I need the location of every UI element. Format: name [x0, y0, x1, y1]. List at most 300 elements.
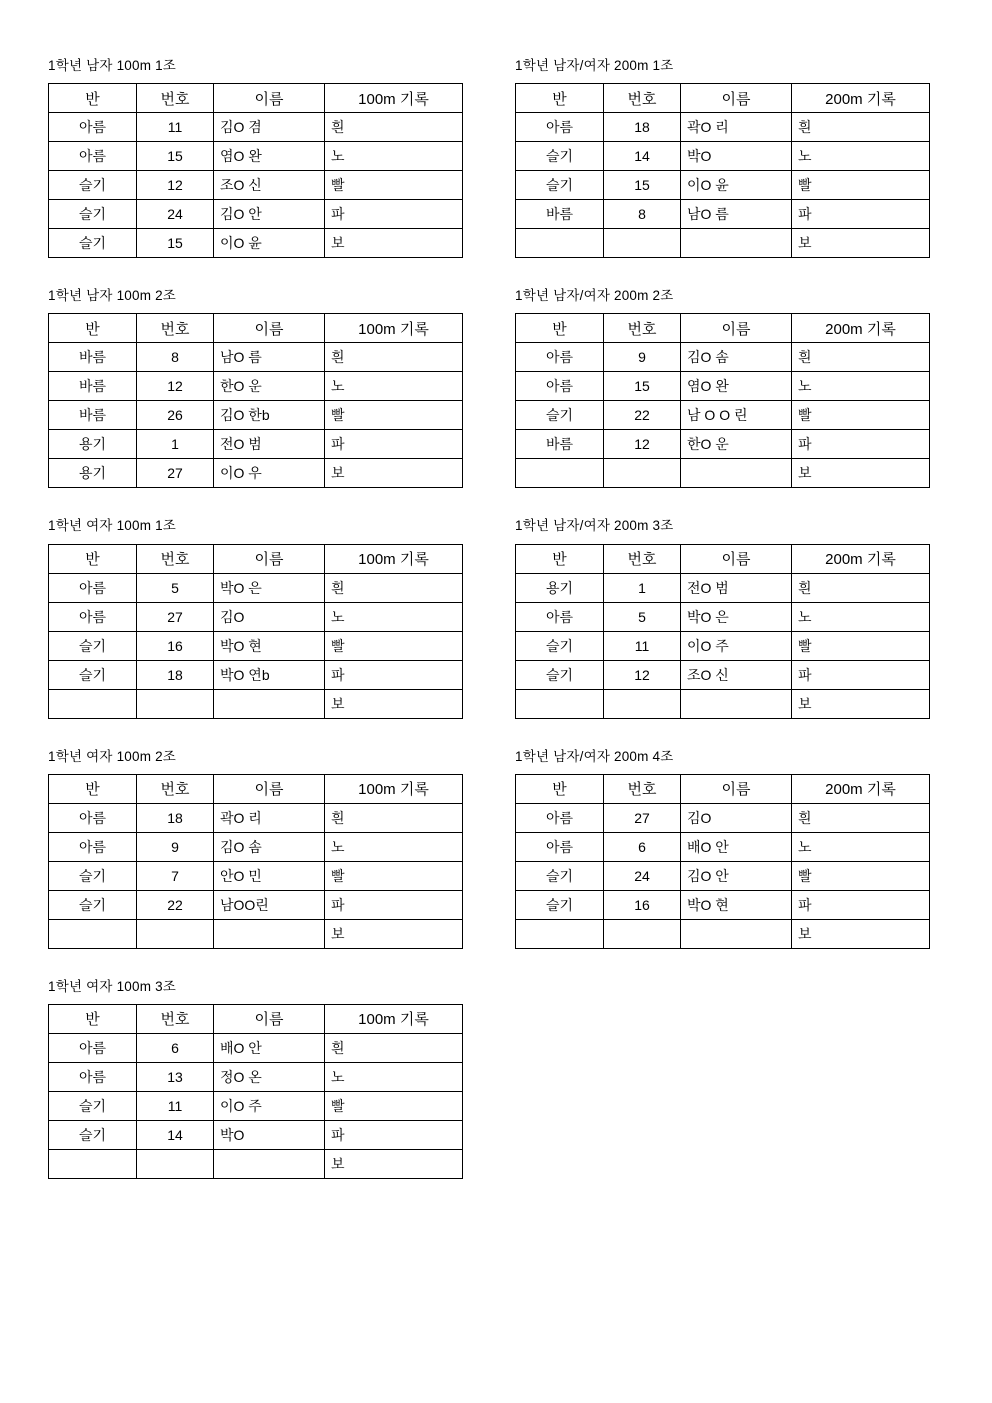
- table-header-row: [516, 774, 930, 803]
- table-row: [516, 171, 930, 200]
- table-cell: [516, 689, 604, 718]
- table-cell: 안O 민: [214, 861, 325, 890]
- table-cell: [137, 1149, 214, 1178]
- table-row: [516, 832, 930, 861]
- table-cell: 슬기: [49, 200, 137, 229]
- table-cell: 흰: [325, 803, 463, 832]
- table-cell: 흰: [792, 343, 930, 372]
- table-cell: [49, 1149, 137, 1178]
- table-cell: 바름: [516, 200, 604, 229]
- table-row: [516, 631, 930, 660]
- table-cell: 보: [792, 229, 930, 258]
- heat-title: 1학년 남자 100m 1조: [48, 58, 177, 73]
- table-cell: 12: [604, 660, 681, 689]
- table-cell: 슬기: [49, 229, 137, 258]
- table-cell: [214, 919, 325, 948]
- column-header: 반: [516, 544, 604, 573]
- table-cell: 바름: [49, 401, 137, 430]
- table-cell: 14: [137, 1120, 214, 1149]
- table-row: [49, 1091, 463, 1120]
- table-cell: 11: [137, 113, 214, 142]
- table-cell: 27: [137, 602, 214, 631]
- table-cell: 아름: [516, 113, 604, 142]
- table-cell: 빨: [325, 401, 463, 430]
- column-header: 번호: [137, 1004, 214, 1033]
- table-cell: 18: [137, 803, 214, 832]
- table-cell: 슬기: [516, 861, 604, 890]
- table-cell: [137, 919, 214, 948]
- table-cell: 김O 안: [214, 200, 325, 229]
- column-header: 이름: [214, 1004, 325, 1033]
- column-header: 번호: [604, 774, 681, 803]
- table-row: [49, 803, 463, 832]
- table-cell: 아름: [49, 142, 137, 171]
- table-cell: 김O 솜: [681, 343, 792, 372]
- table-row: [49, 660, 463, 689]
- table-cell: 파: [792, 430, 930, 459]
- table-cell: 15: [604, 171, 681, 200]
- table-cell: 흰: [325, 343, 463, 372]
- heat-block: [515, 518, 944, 718]
- heat-title: 1학년 남자/여자 200m 1조: [515, 58, 674, 73]
- table-cell: 바름: [516, 430, 604, 459]
- table-row: [516, 890, 930, 919]
- heat-table: [48, 1004, 463, 1179]
- table-cell: 슬기: [516, 631, 604, 660]
- table-cell: 박O 은: [681, 602, 792, 631]
- table-cell: 배O 안: [681, 832, 792, 861]
- table-row: [516, 573, 930, 602]
- column-header: 반: [49, 774, 137, 803]
- table-cell: 박O 연b: [214, 660, 325, 689]
- table-row: [516, 803, 930, 832]
- table-cell: 파: [325, 430, 463, 459]
- table-cell: 염O 완: [214, 142, 325, 171]
- table-cell: 김O 겸: [214, 113, 325, 142]
- table-cell: 빨: [325, 631, 463, 660]
- table-cell: 아름: [49, 113, 137, 142]
- table-row: [516, 602, 930, 631]
- table-cell: 빨: [325, 171, 463, 200]
- heat-title: 1학년 남자/여자 200m 3조: [515, 518, 674, 534]
- table-row: [516, 401, 930, 430]
- table-cell: 박O 현: [214, 631, 325, 660]
- table-row: [49, 573, 463, 602]
- table-row: [49, 171, 463, 200]
- table-cell: 김O: [681, 803, 792, 832]
- table-cell: 박O 은: [214, 573, 325, 602]
- table-row: [516, 919, 930, 948]
- table-cell: [681, 689, 792, 718]
- heat-title: 1학년 남자/여자 200m 2조: [515, 288, 674, 304]
- table-cell: 염O 완: [681, 372, 792, 401]
- table-cell: 아름: [516, 372, 604, 401]
- table-cell: 남O 름: [681, 200, 792, 229]
- table-cell: 6: [604, 832, 681, 861]
- column-header: 200m 기록: [792, 314, 930, 343]
- table-row: [49, 919, 463, 948]
- column-header: 이름: [214, 544, 325, 573]
- table-cell: 아름: [49, 1033, 137, 1062]
- table-cell: 남 O O 린: [681, 401, 792, 430]
- column-header: 반: [516, 84, 604, 113]
- heat-block: [515, 288, 944, 488]
- table-cell: 슬기: [516, 401, 604, 430]
- table-cell: 보: [325, 459, 463, 488]
- column-header: 이름: [681, 314, 792, 343]
- table-cell: 16: [604, 890, 681, 919]
- table-cell: 12: [137, 171, 214, 200]
- table-cell: 아름: [49, 803, 137, 832]
- table-cell: [137, 689, 214, 718]
- table-cell: 파: [792, 660, 930, 689]
- table-cell: 6: [137, 1033, 214, 1062]
- table-cell: 11: [604, 631, 681, 660]
- table-cell: 5: [137, 573, 214, 602]
- table-cell: 보: [792, 459, 930, 488]
- table-cell: [604, 919, 681, 948]
- table-cell: 노: [792, 372, 930, 401]
- column-header: 100m 기록: [325, 774, 463, 803]
- table-cell: 슬기: [49, 631, 137, 660]
- table-row: [49, 200, 463, 229]
- table-row: [49, 602, 463, 631]
- table-cell: 흰: [325, 113, 463, 142]
- table-cell: 노: [325, 1062, 463, 1091]
- table-cell: 9: [137, 832, 214, 861]
- table-header-row: [516, 84, 930, 113]
- table-cell: 전O 범: [214, 430, 325, 459]
- heat-block: [48, 58, 477, 258]
- table-cell: 슬기: [49, 171, 137, 200]
- table-cell: 노: [325, 602, 463, 631]
- table-cell: 한O 운: [681, 430, 792, 459]
- column-header: 번호: [604, 544, 681, 573]
- table-cell: 빨: [792, 171, 930, 200]
- table-header-row: [49, 774, 463, 803]
- table-cell: [604, 229, 681, 258]
- column-header: 반: [49, 1004, 137, 1033]
- table-cell: 15: [604, 372, 681, 401]
- table-header-row: [49, 314, 463, 343]
- table-cell: 5: [604, 602, 681, 631]
- table-cell: 16: [137, 631, 214, 660]
- table-cell: 파: [792, 200, 930, 229]
- column-header: 이름: [214, 774, 325, 803]
- table-cell: 김O 한b: [214, 401, 325, 430]
- table-cell: 슬기: [49, 660, 137, 689]
- table-row: [49, 1062, 463, 1091]
- table-row: [49, 372, 463, 401]
- table-cell: 아름: [516, 803, 604, 832]
- table-cell: [604, 689, 681, 718]
- heat-title: 1학년 여자 100m 3조: [48, 978, 177, 994]
- table-cell: 박O: [681, 142, 792, 171]
- table-cell: 이O 윤: [214, 229, 325, 258]
- column-header: 반: [49, 544, 137, 573]
- table-cell: 노: [792, 602, 930, 631]
- table-cell: 용기: [49, 459, 137, 488]
- table-cell: 용기: [516, 573, 604, 602]
- heat-table: [48, 313, 463, 488]
- table-cell: 27: [137, 459, 214, 488]
- table-row: [49, 229, 463, 258]
- table-cell: 보: [325, 1149, 463, 1178]
- heat-block: [48, 749, 477, 949]
- table-cell: 9: [604, 343, 681, 372]
- table-cell: [604, 459, 681, 488]
- table-cell: 조O 신: [214, 171, 325, 200]
- table-cell: [516, 229, 604, 258]
- table-cell: 보: [792, 919, 930, 948]
- table-cell: 노: [792, 142, 930, 171]
- table-cell: 파: [792, 890, 930, 919]
- table-cell: 빨: [325, 1091, 463, 1120]
- table-cell: 정O 온: [214, 1062, 325, 1091]
- table-cell: 보: [325, 229, 463, 258]
- table-cell: 한O 운: [214, 372, 325, 401]
- column-header: 번호: [137, 314, 214, 343]
- heat-table: [515, 544, 930, 719]
- table-header-row: [49, 1004, 463, 1033]
- table-cell: 1: [604, 573, 681, 602]
- table-row: [49, 890, 463, 919]
- table-row: [49, 631, 463, 660]
- table-row: [49, 343, 463, 372]
- table-cell: 12: [604, 430, 681, 459]
- table-cell: 전O 범: [681, 573, 792, 602]
- table-cell: 8: [604, 200, 681, 229]
- table-row: [516, 459, 930, 488]
- table-cell: 용기: [49, 430, 137, 459]
- table-cell: [516, 459, 604, 488]
- table-cell: 곽O 리: [681, 113, 792, 142]
- table-cell: 22: [604, 401, 681, 430]
- table-row: [49, 1120, 463, 1149]
- table-row: [49, 689, 463, 718]
- table-cell: 15: [137, 229, 214, 258]
- table-cell: 11: [137, 1091, 214, 1120]
- column-header: 이름: [214, 84, 325, 113]
- table-cell: 남O 름: [214, 343, 325, 372]
- column-header: 200m 기록: [792, 544, 930, 573]
- table-cell: [681, 459, 792, 488]
- table-cell: 파: [325, 660, 463, 689]
- table-cell: 1: [137, 430, 214, 459]
- table-cell: 노: [325, 832, 463, 861]
- column-header: 200m 기록: [792, 774, 930, 803]
- heat-table: [48, 83, 463, 258]
- heat-table: [515, 83, 930, 258]
- table-column: [48, 58, 477, 1209]
- tables-container: [48, 58, 944, 1209]
- heat-title: 1학년 여자 100m 1조: [48, 518, 177, 534]
- table-cell: 슬기: [49, 1091, 137, 1120]
- table-cell: 흰: [792, 113, 930, 142]
- table-cell: 이O 주: [681, 631, 792, 660]
- table-cell: 14: [604, 142, 681, 171]
- table-cell: 15: [137, 142, 214, 171]
- table-cell: 김O 솜: [214, 832, 325, 861]
- column-header: 반: [516, 314, 604, 343]
- table-cell: 아름: [49, 602, 137, 631]
- table-cell: 흰: [325, 1033, 463, 1062]
- table-column: [515, 58, 944, 1209]
- heat-title: 1학년 남자/여자 200m 4조: [515, 748, 674, 764]
- table-cell: 조O 신: [681, 660, 792, 689]
- table-cell: 이O 주: [214, 1091, 325, 1120]
- heat-table: [48, 774, 463, 949]
- table-row: [516, 113, 930, 142]
- table-cell: 아름: [516, 832, 604, 861]
- table-cell: 보: [325, 689, 463, 718]
- column-header: 이름: [681, 544, 792, 573]
- table-row: [49, 142, 463, 171]
- table-cell: 슬기: [49, 890, 137, 919]
- column-header: 200m 기록: [792, 84, 930, 113]
- table-cell: 24: [137, 200, 214, 229]
- heat-block: [48, 518, 477, 718]
- table-cell: 27: [604, 803, 681, 832]
- table-header-row: [516, 314, 930, 343]
- table-cell: 바름: [49, 372, 137, 401]
- table-cell: 남OO린: [214, 890, 325, 919]
- column-header: 100m 기록: [325, 314, 463, 343]
- table-cell: 아름: [49, 573, 137, 602]
- heat-table: [515, 774, 930, 949]
- table-cell: 바름: [49, 343, 137, 372]
- table-cell: 박O: [214, 1120, 325, 1149]
- column-header: 번호: [137, 84, 214, 113]
- table-cell: [49, 689, 137, 718]
- table-row: [516, 430, 930, 459]
- table-cell: 22: [137, 890, 214, 919]
- table-cell: 13: [137, 1062, 214, 1091]
- column-header: 100m 기록: [325, 84, 463, 113]
- column-header: 반: [49, 84, 137, 113]
- table-cell: 슬기: [49, 861, 137, 890]
- table-cell: 슬기: [49, 1120, 137, 1149]
- table-cell: 이O 우: [214, 459, 325, 488]
- table-cell: 흰: [325, 573, 463, 602]
- column-header: 이름: [681, 84, 792, 113]
- table-row: [516, 343, 930, 372]
- heat-table: [515, 313, 930, 488]
- table-cell: 슬기: [516, 171, 604, 200]
- table-header-row: [49, 84, 463, 113]
- table-row: [49, 401, 463, 430]
- table-row: [49, 459, 463, 488]
- table-row: [516, 372, 930, 401]
- table-header-row: [49, 544, 463, 573]
- table-cell: 보: [792, 689, 930, 718]
- table-cell: 7: [137, 861, 214, 890]
- column-header: 번호: [137, 774, 214, 803]
- table-row: [516, 689, 930, 718]
- table-cell: [49, 919, 137, 948]
- table-cell: 박O 현: [681, 890, 792, 919]
- table-row: [49, 1149, 463, 1178]
- table-row: [516, 861, 930, 890]
- column-header: 반: [49, 314, 137, 343]
- column-header: 이름: [214, 314, 325, 343]
- table-cell: 노: [325, 372, 463, 401]
- table-cell: 빨: [792, 401, 930, 430]
- table-row: [516, 200, 930, 229]
- table-header-row: [516, 544, 930, 573]
- table-cell: 파: [325, 890, 463, 919]
- table-cell: 12: [137, 372, 214, 401]
- table-cell: [516, 919, 604, 948]
- table-cell: 흰: [792, 803, 930, 832]
- column-header: 100m 기록: [325, 544, 463, 573]
- heat-title: 1학년 여자 100m 2조: [48, 748, 177, 764]
- table-cell: 아름: [516, 343, 604, 372]
- table-row: [49, 113, 463, 142]
- table-cell: 이O 윤: [681, 171, 792, 200]
- table-row: [516, 660, 930, 689]
- column-header: 번호: [137, 544, 214, 573]
- column-header: 반: [516, 774, 604, 803]
- table-cell: 슬기: [516, 890, 604, 919]
- table-cell: 파: [325, 1120, 463, 1149]
- table-cell: 아름: [49, 832, 137, 861]
- column-header: 이름: [681, 774, 792, 803]
- table-cell: 빨: [792, 631, 930, 660]
- table-cell: [681, 919, 792, 948]
- table-cell: 보: [325, 919, 463, 948]
- table-cell: 김O: [214, 602, 325, 631]
- table-row: [49, 430, 463, 459]
- heat-block: [515, 58, 944, 258]
- table-cell: 슬기: [516, 660, 604, 689]
- table-cell: 흰: [792, 573, 930, 602]
- table-cell: 노: [325, 142, 463, 171]
- heat-title: 1학년 남자 100m 2조: [48, 288, 177, 304]
- table-row: [516, 142, 930, 171]
- table-cell: 배O 안: [214, 1033, 325, 1062]
- table-cell: 24: [604, 861, 681, 890]
- table-cell: 26: [137, 401, 214, 430]
- column-header: 번호: [604, 84, 681, 113]
- table-cell: 김O 안: [681, 861, 792, 890]
- table-cell: 8: [137, 343, 214, 372]
- table-cell: 노: [792, 832, 930, 861]
- table-cell: [681, 229, 792, 258]
- heat-block: [48, 979, 477, 1179]
- table-row: [49, 832, 463, 861]
- table-row: [49, 861, 463, 890]
- table-cell: 슬기: [516, 142, 604, 171]
- table-row: [49, 1033, 463, 1062]
- table-cell: [214, 1149, 325, 1178]
- heat-block: [48, 288, 477, 488]
- heat-table: [48, 544, 463, 719]
- table-cell: [214, 689, 325, 718]
- table-row: [516, 229, 930, 258]
- column-header: 100m 기록: [325, 1004, 463, 1033]
- table-cell: 18: [137, 660, 214, 689]
- table-cell: 빨: [325, 861, 463, 890]
- table-cell: 곽O 리: [214, 803, 325, 832]
- column-header: 번호: [604, 314, 681, 343]
- table-cell: 아름: [49, 1062, 137, 1091]
- table-cell: 파: [325, 200, 463, 229]
- table-cell: 빨: [792, 861, 930, 890]
- heat-block: [515, 749, 944, 949]
- table-cell: 18: [604, 113, 681, 142]
- table-cell: 아름: [516, 602, 604, 631]
